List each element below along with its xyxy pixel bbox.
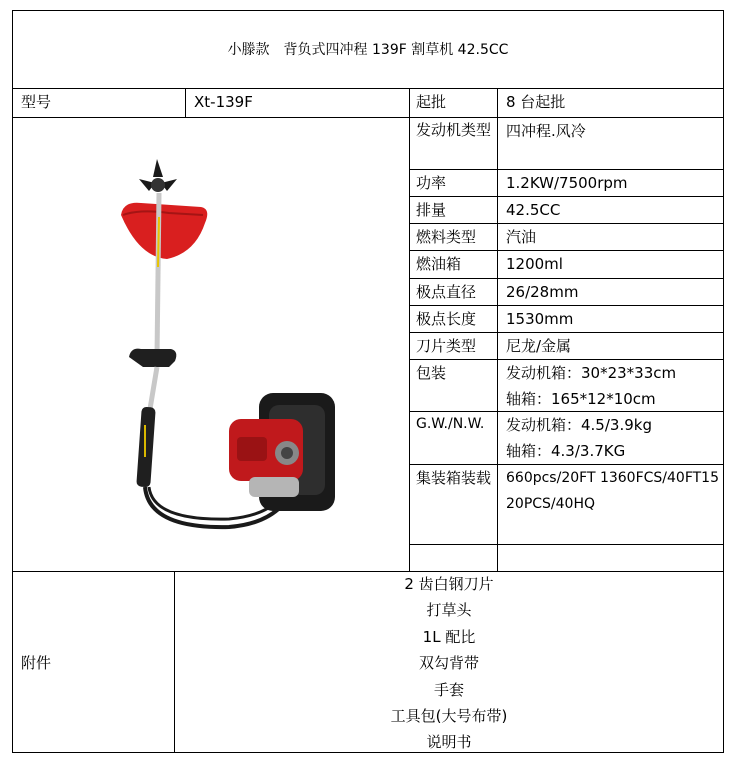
weight-line-engine: 发动机箱：4.5/3.9kg (506, 416, 652, 434)
spec-label-engine-type: 发动机类型 (416, 121, 492, 139)
moq-value: 8 台起批 (506, 93, 566, 111)
accessory-item: 工具包(大号布带) (390, 706, 508, 725)
spec-value-container-load: 660pcs/20FT 1360FCS/40FT1520PCS/40HQ (506, 470, 719, 512)
spec-value-pole-length: 1530mm (506, 310, 574, 328)
accessory-item: 2 齿白钢刀片 (404, 575, 494, 593)
accessory-item: 1L 配比 (422, 627, 476, 646)
spec-sheet-table (12, 10, 724, 753)
page-title: 小滕款 背负式四冲程 139F 割草机 42.5CC (227, 41, 509, 58)
spec-label-displacement: 排量 (416, 201, 447, 219)
spec-label-fuel-tank: 燃油箱 (416, 255, 462, 273)
spec-value-blade-type: 尼龙/金属 (506, 337, 572, 355)
packing-line-shaft: 轴箱：165*12*10cm (506, 390, 656, 408)
accessory-item: 打草头 (426, 601, 472, 620)
accessory-item: 双勾背带 (418, 654, 479, 673)
model-value: Xt-139F (194, 93, 253, 111)
spec-value-empty (498, 545, 723, 571)
guard-icon (121, 203, 207, 259)
spec-label-weight: G.W./N.W. (416, 416, 485, 432)
backpack-brush-cutter-icon (109, 157, 349, 537)
spec-label-power: 功率 (416, 174, 447, 192)
model-label: 型号 (21, 93, 52, 111)
spec-label-empty (410, 545, 497, 571)
blade-icon (139, 159, 177, 192)
spec-value-packing (498, 360, 723, 412)
spec-value-weight (498, 412, 723, 464)
spec-label-fuel-type: 燃料类型 (416, 228, 477, 246)
accessory-item: 说明书 (426, 733, 472, 752)
spec-label-pole-diameter: 极点直径 (416, 283, 477, 301)
weight-line-shaft: 轴箱：4.3/3.7KG (506, 442, 626, 460)
spec-value-fuel-type: 汽油 (506, 228, 537, 246)
spec-value-pole-diameter: 26/28mm (506, 283, 579, 301)
spec-label-pole-length: 极点长度 (416, 310, 477, 328)
spec-value-displacement: 42.5CC (506, 201, 561, 219)
accessories-list (175, 571, 723, 756)
accessory-item: 手套 (433, 680, 464, 699)
moq-label: 起批 (416, 93, 447, 111)
spec-value-engine-type: 四冲程.风冷 (506, 122, 586, 140)
handle-icon (129, 349, 176, 367)
spec-value-power: 1.2KW/7500rpm (506, 174, 628, 192)
spec-label-container-load: 集装箱装载 (416, 469, 492, 487)
packing-line-engine: 发动机箱：30*23*33cm (506, 364, 677, 382)
spec-label-packing: 包装 (416, 364, 447, 382)
spec-value-fuel-tank: 1200ml (506, 255, 563, 273)
accessories-label: 附件 (21, 653, 52, 672)
spec-label-blade-type: 刀片类型 (416, 337, 477, 355)
